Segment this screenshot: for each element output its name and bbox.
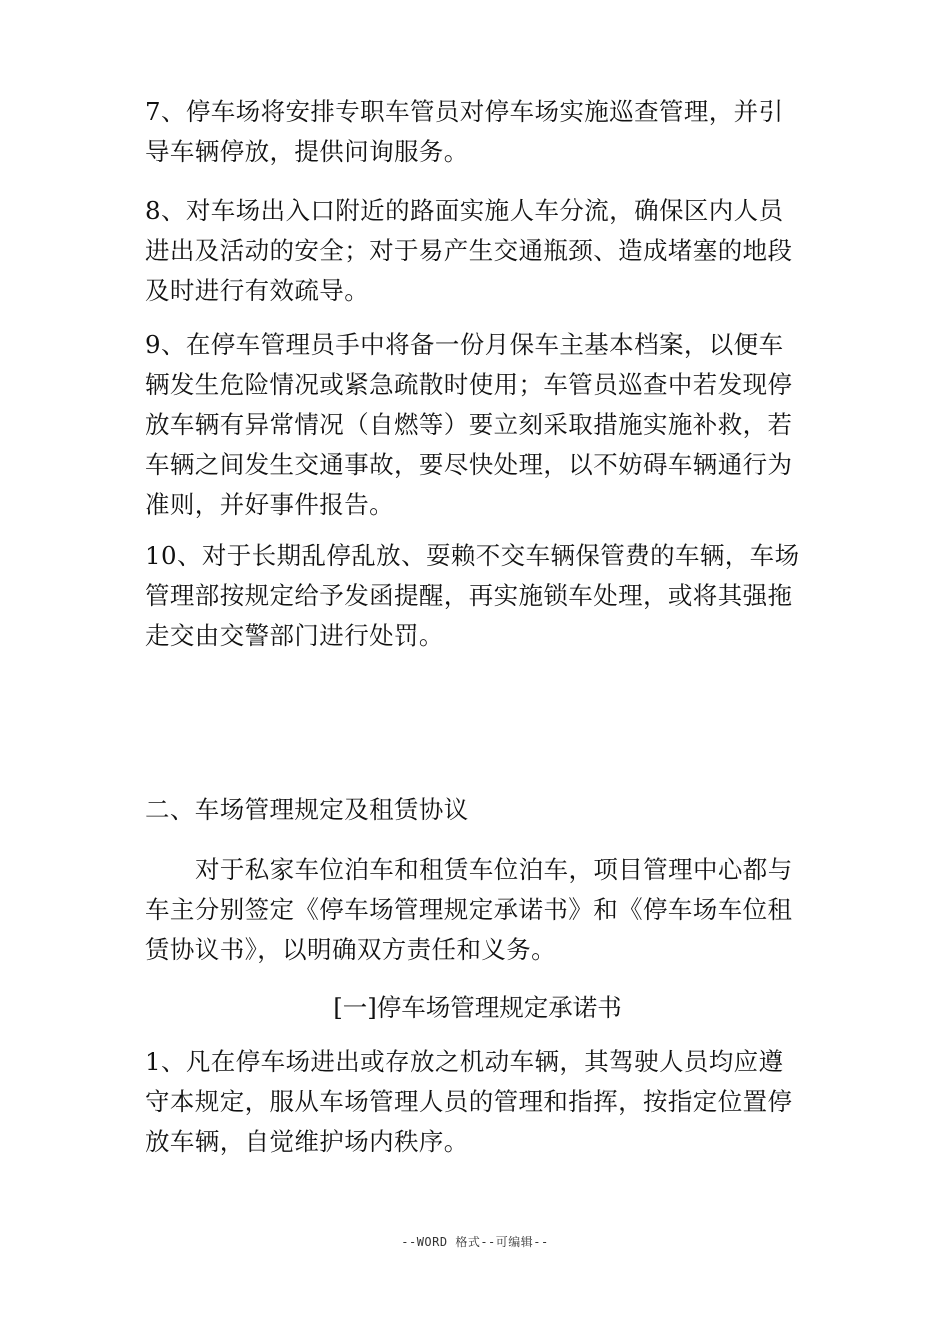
text-line: 车主分别签定《停车场管理规定承诺书》和《停车场车位租 bbox=[145, 895, 793, 924]
text-line: 走交由交警部门进行处罚。 bbox=[145, 621, 444, 650]
section-heading bbox=[145, 790, 810, 830]
text-line: 9、在停车管理员手中将备一份月保车主基本档案，以便车 bbox=[145, 330, 784, 359]
item-9-paragraph bbox=[145, 325, 810, 525]
text-line: 7、停车场将安排专职车管员对停车场实施巡查管理，并引 bbox=[145, 97, 784, 126]
rule-1-paragraph bbox=[145, 1042, 810, 1162]
item-7-paragraph bbox=[145, 92, 810, 172]
text-line: 进出及活动的安全；对于易产生交通瓶颈、造成堵塞的地段 bbox=[145, 236, 793, 265]
item-8-paragraph bbox=[145, 191, 810, 311]
subsection-title: [一]停车场管理规定承诺书 bbox=[333, 993, 622, 1022]
item-10-paragraph bbox=[145, 536, 810, 656]
text-line: 10、对于长期乱停乱放、耍赖不交车辆保管费的车辆，车场 bbox=[145, 541, 800, 570]
text-line: 赁协议书》，以明确双方责任和义务。 bbox=[145, 935, 557, 964]
text-line: 导车辆停放，提供问询服务。 bbox=[145, 137, 469, 166]
text-line: 放车辆，自觉维护场内秩序。 bbox=[145, 1127, 469, 1156]
text-line: 守本规定，服从车场管理人员的管理和指挥，按指定位置停 bbox=[145, 1087, 793, 1116]
text-line: 辆发生危险情况或紧急疏散时使用；车管员巡查中若发现停 bbox=[145, 370, 793, 399]
text-line: 车辆之间发生交通事故，要尽快处理，以不妨碍车辆通行为 bbox=[145, 450, 793, 479]
text-line: 管理部按规定给予发函提醒，再实施锁车处理，或将其强拖 bbox=[145, 581, 793, 610]
text-line: 准则，并好事件报告。 bbox=[145, 490, 394, 519]
section-title: 二、车场管理规定及租赁协议 bbox=[145, 795, 469, 824]
text-line: 1、凡在停车场进出或存放之机动车辆，其驾驶人员均应遵 bbox=[145, 1047, 784, 1076]
text-line: 对于私家车位泊车和租赁车位泊车，项目管理中心都与 bbox=[195, 855, 793, 884]
section-intro-paragraph bbox=[145, 850, 810, 970]
text-line: 8、对车场出入口附近的路面实施人车分流，确保区内人员 bbox=[145, 196, 784, 225]
text-line: 放车辆有异常情况（自燃等）要立刻采取措施实施补救，若 bbox=[145, 410, 793, 439]
text-line: 及时进行有效疏导。 bbox=[145, 276, 370, 305]
page-footer: --WORD 格式--可编辑-- bbox=[401, 1235, 549, 1249]
